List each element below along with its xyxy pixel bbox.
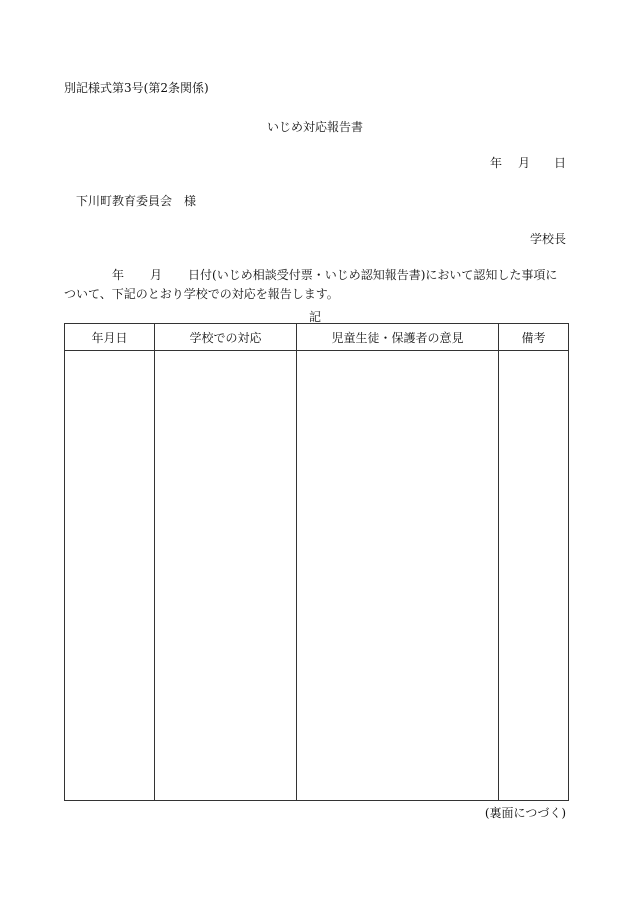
table-row (65, 351, 569, 801)
cell-remarks[interactable] (499, 351, 569, 801)
body-paragraph (64, 266, 568, 304)
date-month-label: 月 (517, 156, 530, 170)
body-month-label: 月 (150, 268, 163, 282)
body-year-label: 年 (112, 268, 125, 282)
cell-opinions[interactable] (297, 351, 499, 801)
document-title: いじめ対応報告書 (266, 120, 363, 134)
date-day-label: 日 (553, 156, 566, 170)
recipient: 下川町教育委員会 様 (76, 194, 197, 208)
header-date: 年月日 (65, 324, 155, 351)
header-remarks: 備考 (499, 324, 569, 351)
cell-school-response[interactable] (155, 351, 297, 801)
principal-label: 学校長 (529, 232, 566, 246)
date-year-label: 年 (489, 156, 502, 170)
continued-note: (裏面につづく) (484, 806, 566, 820)
form-number: 別記様式第3号(第2条関係) (64, 81, 209, 95)
report-table (64, 323, 569, 801)
table-header-row (65, 324, 569, 351)
date-line (490, 156, 566, 170)
header-school-response: 学校での対応 (155, 324, 297, 351)
cell-date[interactable] (65, 351, 155, 801)
ki-label: 記 (308, 310, 321, 324)
header-opinions: 児童生徒・保護者の意見 (297, 324, 499, 351)
body-text: 日付(いじめ相談受付票・いじめ認知報告書)において認知した事項について、下記のとおり学校での対応を報告します。 (64, 268, 558, 301)
